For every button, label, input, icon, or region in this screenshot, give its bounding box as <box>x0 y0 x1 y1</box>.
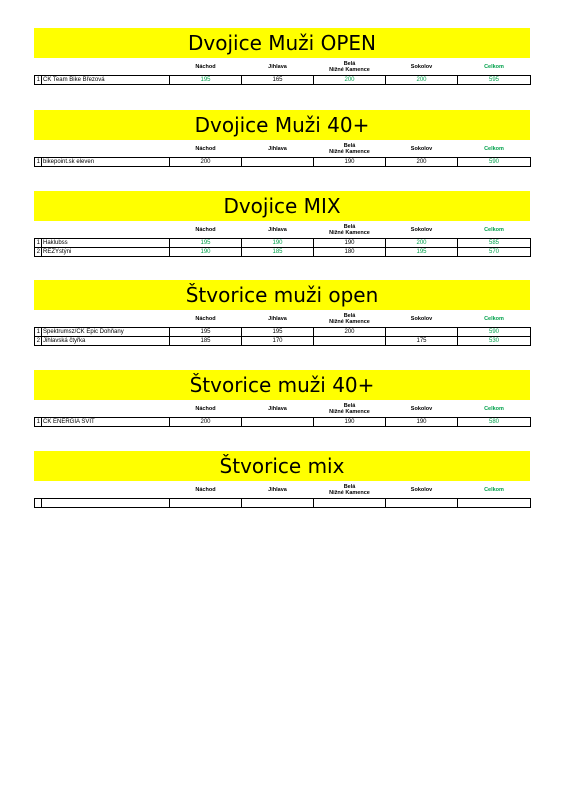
header-bela-line1: Belá <box>343 402 356 409</box>
score-cell: 190 <box>242 239 314 248</box>
header-bela <box>314 58 386 76</box>
rank-cell: 1 <box>35 158 42 167</box>
section-title: Dvojice MIX <box>34 191 530 221</box>
results-section <box>34 370 530 427</box>
score-cell <box>314 499 386 508</box>
header-row <box>35 481 531 499</box>
rank-cell: 2 <box>35 248 42 257</box>
header-bela-line1: Belá <box>343 312 356 319</box>
table-row <box>35 337 531 346</box>
header-jihlava: Jihlava <box>268 226 287 233</box>
results-section <box>34 110 530 167</box>
header-blank <box>35 140 42 158</box>
score-cell: 200 <box>170 418 242 427</box>
header-bela-line2: Nižné Kamence <box>329 318 370 325</box>
header-nachod: Náchod <box>195 63 216 70</box>
score-cell: 190 <box>314 418 386 427</box>
score-cell: 180 <box>314 248 386 257</box>
header-bela <box>314 310 386 328</box>
score-cell <box>242 158 314 167</box>
score-cell <box>386 328 458 337</box>
header-blank <box>42 481 170 499</box>
header-sokolov: Sokolov <box>410 486 433 493</box>
score-cell: 570 <box>458 248 531 257</box>
header-jihlava: Jihlava <box>268 145 287 152</box>
results-section <box>34 280 530 346</box>
section-title: Štvorice mix <box>34 451 530 481</box>
section-title: Dvojice Muži OPEN <box>34 28 530 58</box>
score-cell: 185 <box>242 248 314 257</box>
header-blank <box>42 58 170 76</box>
score-cell: 585 <box>458 239 531 248</box>
header-sokolov: Sokolov <box>410 226 433 233</box>
score-cell: 580 <box>458 418 531 427</box>
header-nachod: Náchod <box>195 315 216 322</box>
team-cell: REZYstýni <box>42 248 170 257</box>
score-cell: 195 <box>170 239 242 248</box>
score-cell: 195 <box>386 248 458 257</box>
rank-cell: 1 <box>35 328 42 337</box>
header-bela <box>314 221 386 239</box>
header-blank <box>42 310 170 328</box>
header-nachod: Náchod <box>195 145 216 152</box>
score-cell: 590 <box>458 328 531 337</box>
score-cell <box>314 337 386 346</box>
header-nachod: Náchod <box>195 405 216 412</box>
score-cell: 200 <box>386 158 458 167</box>
header-bela-line2: Nižné Kamence <box>329 408 370 415</box>
header-bela-line1: Belá <box>343 223 356 230</box>
score-cell: 190 <box>170 248 242 257</box>
results-table <box>34 221 531 257</box>
header-blank <box>35 58 42 76</box>
header-bela <box>314 400 386 418</box>
score-cell: 200 <box>386 239 458 248</box>
rank-cell: 2 <box>35 337 42 346</box>
team-cell: bikepoint.sk eleven <box>42 158 170 167</box>
score-cell: 185 <box>170 337 242 346</box>
score-cell <box>242 418 314 427</box>
results-section <box>34 191 530 257</box>
table-row <box>35 248 531 257</box>
header-blank <box>35 221 42 239</box>
header-celkom: Celkom <box>484 226 504 233</box>
score-cell: 195 <box>170 328 242 337</box>
rank-cell: 1 <box>35 418 42 427</box>
score-cell: 200 <box>314 328 386 337</box>
score-cell: 190 <box>314 158 386 167</box>
table-row <box>35 239 531 248</box>
score-cell: 590 <box>458 158 531 167</box>
table-row <box>35 499 531 508</box>
header-bela <box>314 140 386 158</box>
header-celkom: Celkom <box>484 145 504 152</box>
header-blank <box>35 310 42 328</box>
header-blank <box>42 400 170 418</box>
team-cell: CK Team Bike Březová <box>42 76 170 85</box>
header-sokolov: Sokolov <box>410 63 433 70</box>
score-cell <box>386 499 458 508</box>
score-cell: 530 <box>458 337 531 346</box>
table-row <box>35 418 531 427</box>
team-cell: Jihlavská čtyřka <box>42 337 170 346</box>
header-blank <box>35 481 42 499</box>
team-cell: CK ENERGIA SVIT <box>42 418 170 427</box>
header-row <box>35 58 531 76</box>
header-blank <box>42 221 170 239</box>
header-row <box>35 400 531 418</box>
table-row <box>35 76 531 85</box>
score-cell <box>458 499 531 508</box>
header-row <box>35 140 531 158</box>
header-jihlava: Jihlava <box>268 486 287 493</box>
header-sokolov: Sokolov <box>410 405 433 412</box>
header-jihlava: Jihlava <box>268 405 287 412</box>
header-bela-line1: Belá <box>343 60 356 67</box>
header-blank <box>42 140 170 158</box>
results-table <box>34 140 531 167</box>
header-blank <box>35 400 42 418</box>
results-table <box>34 400 531 427</box>
score-cell: 170 <box>242 337 314 346</box>
score-cell: 195 <box>242 328 314 337</box>
header-bela-line2: Nižné Kamence <box>329 229 370 236</box>
header-jihlava: Jihlava <box>268 315 287 322</box>
header-bela-line1: Belá <box>343 483 356 490</box>
score-cell: 190 <box>314 239 386 248</box>
team-cell: Haklubss <box>42 239 170 248</box>
header-sokolov: Sokolov <box>410 145 433 152</box>
score-cell <box>170 499 242 508</box>
header-bela-line2: Nižné Kamence <box>329 489 370 496</box>
rank-cell: 1 <box>35 76 42 85</box>
score-cell: 595 <box>458 76 531 85</box>
score-cell: 190 <box>386 418 458 427</box>
score-cell: 200 <box>386 76 458 85</box>
header-nachod: Náchod <box>195 486 216 493</box>
score-cell <box>242 499 314 508</box>
header-bela-line1: Belá <box>343 142 356 149</box>
rank-cell <box>35 499 42 508</box>
score-cell: 200 <box>314 76 386 85</box>
team-cell: Spektrumsz/CK Epic Dohňany <box>42 328 170 337</box>
header-row <box>35 221 531 239</box>
results-section <box>34 28 530 85</box>
results-table <box>34 481 531 508</box>
header-bela-line2: Nižné Kamence <box>329 148 370 155</box>
table-row <box>35 158 531 167</box>
header-bela <box>314 481 386 499</box>
score-cell: 200 <box>170 158 242 167</box>
score-cell: 165 <box>242 76 314 85</box>
section-title: Štvorice muži 40+ <box>34 370 530 400</box>
results-table <box>34 310 531 346</box>
header-celkom: Celkom <box>484 405 504 412</box>
results-section <box>34 451 530 508</box>
rank-cell: 1 <box>35 239 42 248</box>
header-celkom: Celkom <box>484 63 504 70</box>
header-nachod: Náchod <box>195 226 216 233</box>
section-title: Štvorice muži open <box>34 280 530 310</box>
header-jihlava: Jihlava <box>268 63 287 70</box>
table-row <box>35 328 531 337</box>
header-sokolov: Sokolov <box>410 315 433 322</box>
header-row <box>35 310 531 328</box>
team-cell <box>42 499 170 508</box>
score-cell: 195 <box>170 76 242 85</box>
header-celkom: Celkom <box>484 486 504 493</box>
header-bela-line2: Nižné Kamence <box>329 66 370 73</box>
results-table <box>34 58 531 85</box>
header-celkom: Celkom <box>484 315 504 322</box>
score-cell: 175 <box>386 337 458 346</box>
section-title: Dvojice Muži 40+ <box>34 110 530 140</box>
